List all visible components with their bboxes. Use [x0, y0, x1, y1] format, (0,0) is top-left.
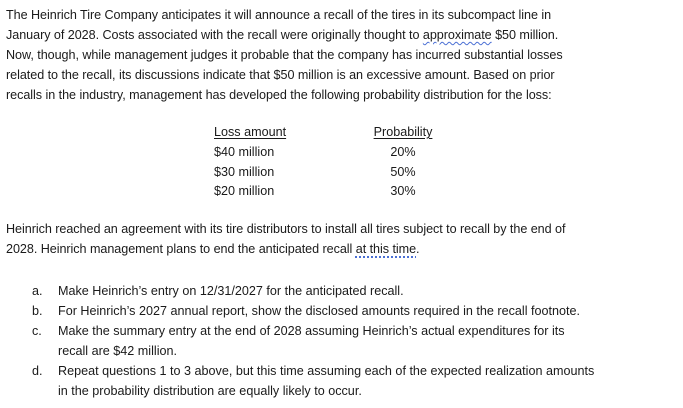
at-this-time-phrase: at this time [355, 242, 417, 257]
intro-line-2-tail: $50 million. [491, 28, 559, 43]
intro-paragraph [6, 5, 563, 105]
list-marker: b. [32, 304, 43, 319]
probability-cell: 50% [390, 164, 416, 179]
loss-amount-cell: $20 million [214, 184, 275, 199]
probability-cell: 30% [390, 184, 416, 199]
question-text: in the probability distribution are equally likely to occur. [58, 384, 362, 399]
list-marker: d. [32, 364, 43, 379]
question-text: Make the summary entry at the end of 2028 assuming Heinrich’s actual expenditures for its [58, 324, 565, 339]
agreement-line-2-head: 2028. Heinrich management plans to end the anticipated recall [6, 242, 356, 257]
probability-column [366, 123, 440, 202]
agreement-line-2-tail: . [416, 242, 420, 257]
agreement-line-2 [6, 239, 565, 259]
loss-amount-cell: $40 million [214, 144, 275, 159]
probability-cell: 20% [390, 144, 416, 159]
question-text: For Heinrich’s 2027 annual report, show the disclosed amounts required in the recall footnote. [58, 304, 581, 319]
list-item [32, 321, 594, 361]
intro-line-3: Now, though, while management judges it probable that the company has incurred substantial losses [6, 48, 563, 63]
question-text: Repeat questions 1 to 3 above, but this time assuming each of the expected realization amounts [58, 364, 595, 379]
intro-line-4: related to the recall, its discussions indicate that $50 million is an excessive amount. Based on prior [6, 68, 555, 83]
intro-line-5: recalls in the industry, management has developed the following probability distribution for the loss: [6, 88, 552, 103]
list-item [32, 301, 594, 321]
list-marker: a. [32, 284, 43, 298]
question-list [32, 281, 594, 402]
loss-amount-column [214, 123, 286, 202]
probability-header: Probability [373, 125, 433, 139]
agreement-paragraph [6, 219, 565, 259]
loss-amount-header: Loss amount [214, 125, 287, 139]
question-text: Make Heinrich’s entry on 12/31/2027 for the anticipated recall. [58, 284, 404, 298]
list-marker: c. [32, 324, 42, 339]
list-item [32, 361, 594, 401]
list-item [32, 281, 594, 301]
intro-line-2-head: January of 2028. Costs associated with the recall were originally thought to [6, 28, 423, 43]
loss-amount-cell: $30 million [214, 164, 275, 179]
question-text: recall are $42 million. [58, 344, 177, 359]
intro-line-1: The Heinrich Tire Company anticipates it will announce a recall of the tires in its subcompact line in [6, 8, 552, 22]
intro-line-2 [6, 25, 563, 45]
agreement-line-1: Heinrich reached an agreement with its tire distributors to install all tires subject to recall by the end of [6, 222, 566, 236]
approximate-word: approximate [422, 28, 492, 43]
